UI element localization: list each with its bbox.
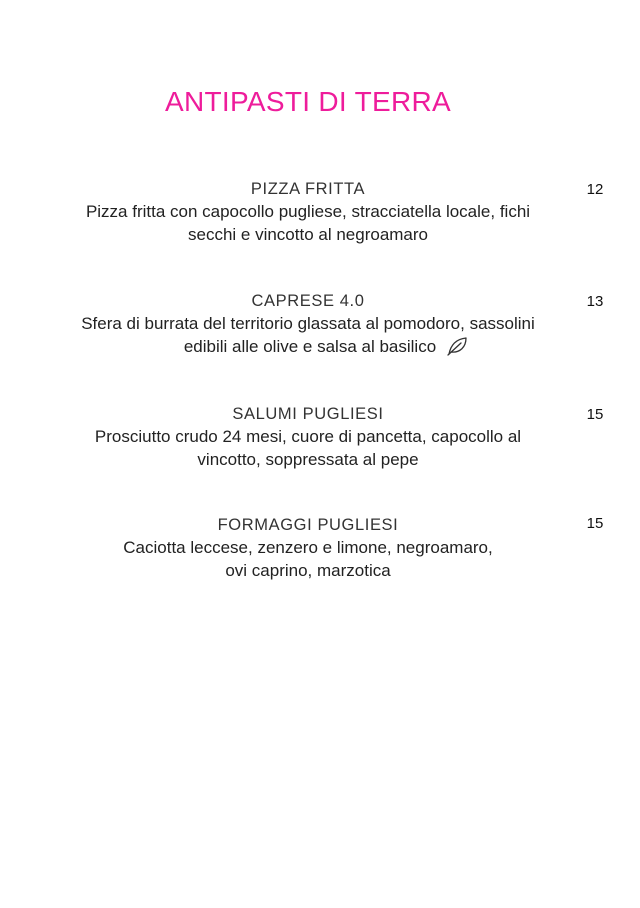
- item-description-line: secchi e vincotto al negroamaro: [187, 225, 429, 244]
- item-name: CAPRESE 4.0: [251, 292, 365, 310]
- item-description-line: Prosciutto crudo 24 mesi, cuore di pancetta, capocollo al: [94, 427, 522, 446]
- menu-item-formaggi-pugliesi: [40, 514, 576, 582]
- item-price: 13: [586, 293, 604, 310]
- item-price: 15: [586, 406, 604, 423]
- item-description-line: ovi caprino, marzotica: [225, 561, 391, 580]
- item-description-line: Caciotta leccese, zenzero e limone, negroamaro,: [123, 538, 493, 557]
- menu-item-caprese: [40, 290, 576, 358]
- item-description-line-with-icon: [40, 335, 576, 358]
- item-description: [40, 200, 576, 246]
- item-description-line: Pizza fritta con capocollo pugliese, stracciatella locale, fichi: [85, 202, 531, 221]
- section-title: ANTIPASTI DI TERRA: [165, 86, 451, 117]
- menu-item-salumi-pugliesi: [40, 403, 576, 471]
- item-description: [40, 536, 576, 582]
- item-description-line: vincotto, soppressata al pepe: [197, 450, 419, 469]
- menu-item-pizza-fritta: [40, 178, 576, 246]
- item-price: 15: [586, 515, 604, 532]
- item-name: FORMAGGI PUGLIESI: [217, 516, 399, 534]
- item-description: [40, 425, 576, 471]
- item-description: [40, 312, 576, 358]
- item-name: PIZZA FRITTA: [250, 180, 366, 198]
- item-description-line: edibili alle olive e salsa al basilico: [183, 337, 437, 356]
- item-description-line: Sfera di burrata del territorio glassata al pomodoro, sassolini: [81, 314, 535, 333]
- item-price: 12: [586, 181, 604, 198]
- leaf-icon: [446, 336, 468, 356]
- item-name: SALUMI PUGLIESI: [232, 405, 384, 423]
